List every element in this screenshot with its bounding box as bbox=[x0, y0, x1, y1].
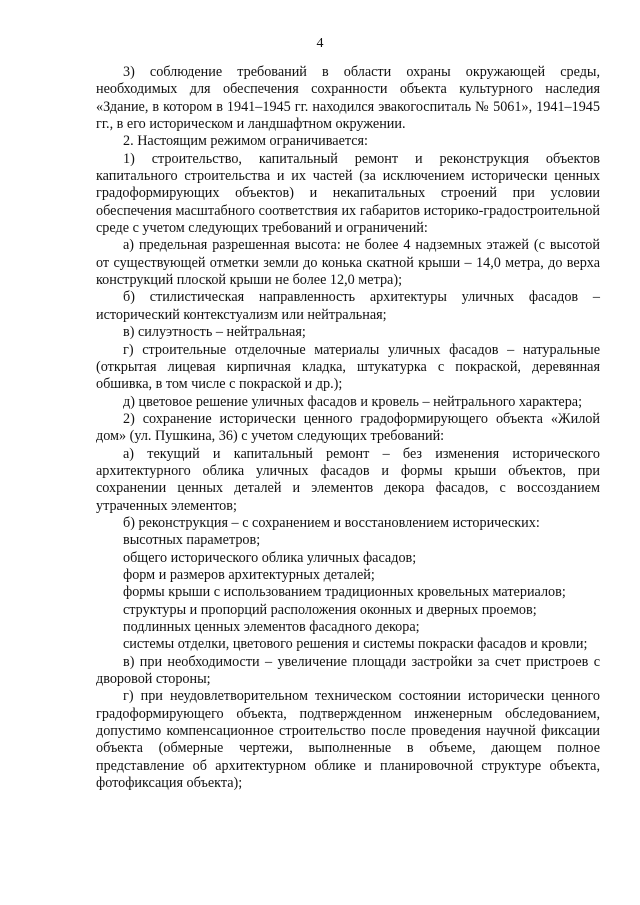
paragraph-max-height: а) предельная разрешенная высота: не более 4 надземных этажей (с высотой от существующей отметки земли до конька скатной крыши – 14,0 метра, до верха конструкций плоской крыши не более 12,0 метра); bbox=[96, 237, 600, 289]
list-item-facade-decor: подлинных ценных элементов фасадного декора; bbox=[123, 619, 420, 635]
list-item-roof-shape: формы крыши с использованием традиционных кровельных материалов; bbox=[123, 584, 566, 601]
paragraph-historic-building: 2) сохранение исторически ценного градоформирующего объекта «Жилой дом» (ул. Пушкина, 36) с учетом следующих требований: bbox=[96, 410, 600, 445]
paragraph-facade-style: б) стилистическая направленность архитектуры уличных фасадов – исторический контекстуализм или нейтральная; bbox=[96, 289, 600, 323]
paragraph-construction-conditions: 1) строительство, капитальный ремонт и реконструкция объектов капитального строительства и их частей (за исключением исторически ценных градоформирующих объектов) и некапитальных строений при условии обеспечения масштабного соответствия их габаритов историко-градостроительной среде с учетом следующих требований и ограничений: bbox=[96, 150, 600, 237]
document-body bbox=[96, 64, 600, 792]
paragraph-color-scheme: д) цветовое решение уличных фасадов и кровель – нейтрального характера; bbox=[123, 393, 583, 410]
paragraph-compensatory-construction: г) при неудовлетворительном техническом состоянии исторически ценного градоформирующего объекта, подтвержденном инженерным обследованием, допустимо компенсационное строительство после проведения научной фиксации объекта (обмерные чертежи, выполненные в объеме, дающем полное представление об архитектурном облике и планировочной структуре объекта, фотофиксация объекта); bbox=[96, 688, 600, 792]
paragraph-finishing-materials: г) строительные отделочные материалы уличных фасадов – натуральные (открытая лицевая кирпичная кладка, штукатурка с покраской, деревянная обшивка, в том числе с покраской и др.); bbox=[96, 341, 600, 393]
paragraph-extensions: в) при необходимости – увеличение площади застройки за счет пристроев с дворовой стороны; bbox=[96, 653, 600, 688]
paragraph-restrictions-heading: 2. Настоящим режимом ограничивается: bbox=[123, 133, 369, 150]
paragraph-environment-protection: 3) соблюдение требований в области охраны окружающей среды, необходимых для обеспечения сохранности объекта культурного наследия «Здание, в котором в 1941–1945 гг. находился эвакогоспиталь № 5061», 1941–1945 гг., в его историческом и ландшафтном окружении. bbox=[96, 64, 600, 133]
list-item-facade-appearance: общего исторического облика уличных фасадов; bbox=[123, 549, 417, 566]
paragraph-silhouette: в) силуэтность – нейтральная; bbox=[123, 324, 306, 341]
page-number: 4 bbox=[316, 36, 324, 51]
paragraph-reconstruction: б) реконструкция – с сохранением и восстановлением исторических: bbox=[123, 514, 540, 531]
list-item-openings-structure: структуры и пропорций расположения оконных и дверных проемов; bbox=[123, 601, 537, 618]
list-item-architectural-details: форм и размеров архитектурных деталей; bbox=[123, 566, 375, 583]
list-item-finishing-system: системы отделки, цветового решения и системы покраски фасадов и кровли; bbox=[123, 636, 588, 653]
paragraph-repair: а) текущий и капитальный ремонт – без изменения исторического архитектурного облика уличных фасадов и формы крыши объектов, при сохранении ценных деталей и элементов декора фасадов, с воссозданием утраченных элементов; bbox=[96, 445, 600, 514]
list-item-height-params: высотных параметров; bbox=[123, 532, 261, 549]
